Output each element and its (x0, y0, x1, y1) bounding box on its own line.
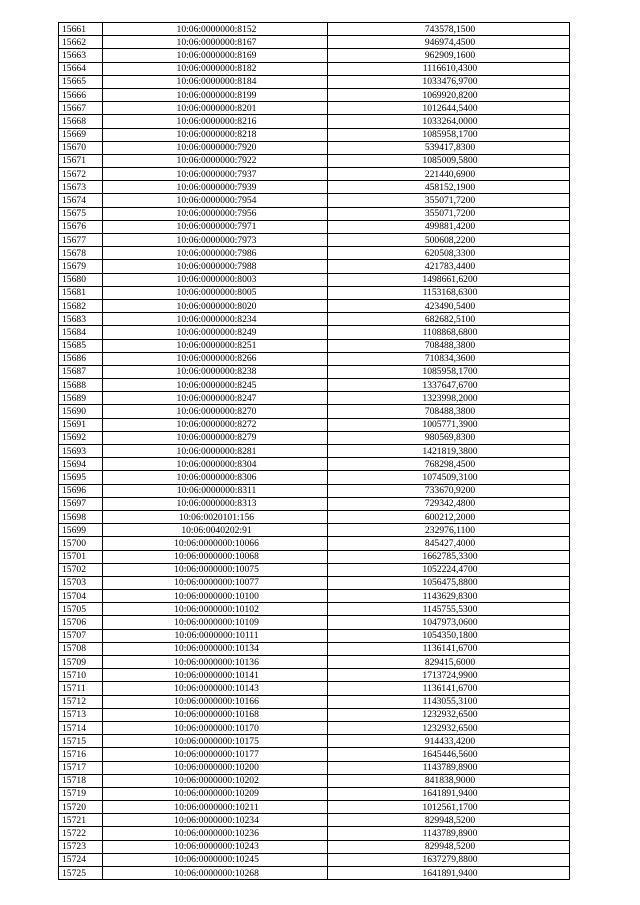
table-row (59, 194, 570, 207)
cadastral-number-cell: 10:06:0000000:8005 (103, 286, 328, 299)
cadastral-number-cell: 10:06:0000000:10202 (103, 774, 328, 787)
cadastral-number-cell: 10:06:0000000:8216 (103, 115, 328, 128)
table-row (59, 75, 570, 88)
table-row (59, 801, 570, 814)
value-cell: 1033476,9700 (328, 75, 570, 88)
table-row (59, 260, 570, 273)
value-cell: 1143789,8900 (328, 827, 570, 840)
row-number-cell: 15668 (59, 115, 103, 128)
row-number-cell: 15673 (59, 181, 103, 194)
cadastral-number-cell: 10:06:0000000:8313 (103, 497, 328, 510)
table-row (59, 49, 570, 62)
table-row (59, 616, 570, 629)
cadastral-number-cell: 10:06:0000000:7986 (103, 247, 328, 260)
row-number-cell: 15707 (59, 629, 103, 642)
table-row (59, 695, 570, 708)
value-cell: 1645446,5600 (328, 748, 570, 761)
value-cell: 1012644,5400 (328, 102, 570, 115)
row-number-cell: 15698 (59, 510, 103, 523)
row-number-cell: 15697 (59, 497, 103, 510)
table-row (59, 748, 570, 761)
table-row (59, 154, 570, 167)
value-cell: 1337647,6700 (328, 379, 570, 392)
row-number-cell: 15708 (59, 642, 103, 655)
cadastral-number-cell: 10:06:0000000:8169 (103, 49, 328, 62)
cadastral-number-cell: 10:06:0000000:10111 (103, 629, 328, 642)
row-number-cell: 15674 (59, 194, 103, 207)
row-number-cell: 15725 (59, 867, 103, 880)
table-row (59, 471, 570, 484)
value-cell: 1136141,6700 (328, 642, 570, 655)
table-row (59, 787, 570, 800)
table-row (59, 379, 570, 392)
table-row (59, 36, 570, 49)
cadastral-number-cell: 10:06:0000000:8199 (103, 88, 328, 101)
table-row (59, 563, 570, 576)
value-cell: 423490,5400 (328, 299, 570, 312)
table-row (59, 629, 570, 642)
table-row (59, 642, 570, 655)
row-number-cell: 15664 (59, 62, 103, 75)
value-cell: 1662785,3300 (328, 550, 570, 563)
table-row (59, 458, 570, 471)
value-cell: 1074509,3100 (328, 471, 570, 484)
table-row (59, 656, 570, 669)
cadastral-number-cell: 10:06:0000000:8182 (103, 62, 328, 75)
cadastral-number-cell: 10:06:0000000:8234 (103, 313, 328, 326)
cadastral-number-cell: 10:06:0000000:8247 (103, 392, 328, 405)
cadastral-number-cell: 10:06:0000000:7954 (103, 194, 328, 207)
cadastral-number-cell: 10:06:0000000:10100 (103, 590, 328, 603)
table-row (59, 88, 570, 101)
cadastral-number-cell: 10:06:0000000:10170 (103, 721, 328, 734)
cadastral-number-cell: 10:06:0000000:7971 (103, 220, 328, 233)
value-cell: 1232932,6500 (328, 708, 570, 721)
table-row (59, 313, 570, 326)
row-number-cell: 15693 (59, 445, 103, 458)
row-number-cell: 15704 (59, 590, 103, 603)
cadastral-number-cell: 10:06:0000000:10177 (103, 748, 328, 761)
value-cell: 1145755,5300 (328, 603, 570, 616)
cadastral-number-cell: 10:06:0000000:10234 (103, 814, 328, 827)
value-cell: 946974,4500 (328, 36, 570, 49)
row-number-cell: 15716 (59, 748, 103, 761)
value-cell: 1153168,6300 (328, 286, 570, 299)
cadastral-number-cell: 10:06:0000000:8311 (103, 484, 328, 497)
cadastral-number-cell: 10:06:0000000:10075 (103, 563, 328, 576)
cadastral-number-cell: 10:06:0000000:10136 (103, 656, 328, 669)
table-row (59, 168, 570, 181)
value-cell: 1116610,4300 (328, 62, 570, 75)
value-cell: 1005771,3900 (328, 418, 570, 431)
value-cell: 1232932,6500 (328, 721, 570, 734)
row-number-cell: 15712 (59, 695, 103, 708)
row-number-cell: 15684 (59, 326, 103, 339)
cadastral-number-cell: 10:06:0000000:8306 (103, 471, 328, 484)
row-number-cell: 15687 (59, 365, 103, 378)
table-row (59, 299, 570, 312)
row-number-cell: 15683 (59, 313, 103, 326)
row-number-cell: 15706 (59, 616, 103, 629)
row-number-cell: 15691 (59, 418, 103, 431)
row-number-cell: 15667 (59, 102, 103, 115)
cadastral-number-cell: 10:06:0000000:10077 (103, 576, 328, 589)
value-cell: 421783,4400 (328, 260, 570, 273)
row-number-cell: 15723 (59, 840, 103, 853)
row-number-cell: 15688 (59, 379, 103, 392)
cadastral-number-cell: 10:06:0000000:10243 (103, 840, 328, 853)
value-cell: 600212,2000 (328, 510, 570, 523)
row-number-cell: 15675 (59, 207, 103, 220)
row-number-cell: 15701 (59, 550, 103, 563)
row-number-cell: 15714 (59, 721, 103, 734)
cadastral-number-cell: 10:06:0000000:10268 (103, 867, 328, 880)
table-row (59, 510, 570, 523)
table-row (59, 392, 570, 405)
value-cell: 1143055,3100 (328, 695, 570, 708)
cadastral-number-cell: 10:06:0000000:10143 (103, 682, 328, 695)
value-cell: 708488,3800 (328, 405, 570, 418)
value-cell: 1085958,1700 (328, 128, 570, 141)
row-number-cell: 15676 (59, 220, 103, 233)
value-cell: 1637279,8800 (328, 853, 570, 866)
row-number-cell: 15680 (59, 273, 103, 286)
row-number-cell: 15705 (59, 603, 103, 616)
table-row (59, 326, 570, 339)
value-cell: 1143789,8900 (328, 761, 570, 774)
table-row (59, 537, 570, 550)
cadastral-number-cell: 10:06:0000000:8272 (103, 418, 328, 431)
row-number-cell: 15699 (59, 524, 103, 537)
row-number-cell: 15678 (59, 247, 103, 260)
value-cell: 499881,4200 (328, 220, 570, 233)
table-row (59, 590, 570, 603)
cadastral-number-cell: 10:06:0000000:10109 (103, 616, 328, 629)
row-number-cell: 15662 (59, 36, 103, 49)
value-cell: 682682,5100 (328, 313, 570, 326)
table-body (59, 23, 570, 880)
value-cell: 710834,3600 (328, 352, 570, 365)
cadastral-number-cell: 10:06:0000000:7922 (103, 154, 328, 167)
cadastral-number-cell: 10:06:0000000:8167 (103, 36, 328, 49)
value-cell: 845427,4000 (328, 537, 570, 550)
value-cell: 829948,5200 (328, 840, 570, 853)
cadastral-number-cell: 10:06:0000000:8184 (103, 75, 328, 88)
value-cell: 1108868,6800 (328, 326, 570, 339)
cadastral-number-cell: 10:06:0000000:10134 (103, 642, 328, 655)
value-cell: 708488,3800 (328, 339, 570, 352)
row-number-cell: 15696 (59, 484, 103, 497)
table-row (59, 735, 570, 748)
table-row (59, 23, 570, 36)
row-number-cell: 15695 (59, 471, 103, 484)
value-cell: 914433,4200 (328, 735, 570, 748)
cadastral-number-cell: 10:06:0020101:156 (103, 510, 328, 523)
cadastral-number-cell: 10:06:0000000:10141 (103, 669, 328, 682)
table-row (59, 550, 570, 563)
cadastral-number-cell: 10:06:0000000:10209 (103, 787, 328, 800)
cadastral-number-cell: 10:06:0000000:8279 (103, 431, 328, 444)
row-number-cell: 15669 (59, 128, 103, 141)
table-row (59, 102, 570, 115)
table-row (59, 867, 570, 880)
value-cell: 841838,9000 (328, 774, 570, 787)
table-row (59, 234, 570, 247)
table-row (59, 418, 570, 431)
cadastral-number-cell: 10:06:0000000:8251 (103, 339, 328, 352)
row-number-cell: 15690 (59, 405, 103, 418)
table-row (59, 286, 570, 299)
value-cell: 980569,8300 (328, 431, 570, 444)
row-number-cell: 15718 (59, 774, 103, 787)
row-number-cell: 15692 (59, 431, 103, 444)
cadastral-number-cell: 10:06:0000000:8201 (103, 102, 328, 115)
table-row (59, 827, 570, 840)
row-number-cell: 15686 (59, 352, 103, 365)
value-cell: 1421819,3800 (328, 445, 570, 458)
table-row (59, 220, 570, 233)
row-number-cell: 15682 (59, 299, 103, 312)
cadastral-number-cell: 10:06:0000000:8238 (103, 365, 328, 378)
row-number-cell: 15710 (59, 669, 103, 682)
row-number-cell: 15670 (59, 141, 103, 154)
cadastral-number-cell: 10:06:0000000:10166 (103, 695, 328, 708)
table-row (59, 497, 570, 510)
value-cell: 500608,2200 (328, 234, 570, 247)
table-row (59, 840, 570, 853)
table-row (59, 339, 570, 352)
value-cell: 1713724,9900 (328, 669, 570, 682)
row-number-cell: 15661 (59, 23, 103, 36)
value-cell: 539417,8300 (328, 141, 570, 154)
row-number-cell: 15663 (59, 49, 103, 62)
table-row (59, 181, 570, 194)
table-row (59, 669, 570, 682)
cadastral-number-cell: 10:06:0000000:7956 (103, 207, 328, 220)
cadastral-number-cell: 10:06:0000000:10211 (103, 801, 328, 814)
cadastral-number-cell: 10:06:0000000:10102 (103, 603, 328, 616)
table-row (59, 273, 570, 286)
cadastral-number-cell: 10:06:0000000:10175 (103, 735, 328, 748)
row-number-cell: 15717 (59, 761, 103, 774)
cadastral-number-cell: 10:06:0000000:10245 (103, 853, 328, 866)
row-number-cell: 15685 (59, 339, 103, 352)
value-cell: 232976,1100 (328, 524, 570, 537)
row-number-cell: 15666 (59, 88, 103, 101)
row-number-cell: 15681 (59, 286, 103, 299)
table-row (59, 484, 570, 497)
value-cell: 1047973,0600 (328, 616, 570, 629)
value-cell: 1033264,0000 (328, 115, 570, 128)
cadastral-number-cell: 10:06:0000000:10236 (103, 827, 328, 840)
value-cell: 1323998,2000 (328, 392, 570, 405)
table-row (59, 761, 570, 774)
table-row (59, 405, 570, 418)
row-number-cell: 15689 (59, 392, 103, 405)
row-number-cell: 15721 (59, 814, 103, 827)
table-row (59, 128, 570, 141)
row-number-cell: 15711 (59, 682, 103, 695)
value-cell: 768298,4500 (328, 458, 570, 471)
table-row (59, 814, 570, 827)
value-cell: 1069920,8200 (328, 88, 570, 101)
row-number-cell: 15724 (59, 853, 103, 866)
cadastral-number-cell: 10:06:0000000:7973 (103, 234, 328, 247)
cadastral-number-cell: 10:06:0000000:7920 (103, 141, 328, 154)
table-row (59, 115, 570, 128)
value-cell: 1641891,9400 (328, 867, 570, 880)
value-cell: 1056475,8800 (328, 576, 570, 589)
value-cell: 962909,1600 (328, 49, 570, 62)
row-number-cell: 15722 (59, 827, 103, 840)
value-cell: 1052224,4700 (328, 563, 570, 576)
value-cell: 733670,9200 (328, 484, 570, 497)
value-cell: 1085009,5800 (328, 154, 570, 167)
cadastral-number-cell: 10:06:0000000:10066 (103, 537, 328, 550)
table-row (59, 431, 570, 444)
value-cell: 1498661,6200 (328, 273, 570, 286)
table-row (59, 207, 570, 220)
cadastral-number-cell: 10:06:0000000:8020 (103, 299, 328, 312)
table-row (59, 352, 570, 365)
table-row (59, 721, 570, 734)
value-cell: 1143629,8300 (328, 590, 570, 603)
value-cell: 1136141,6700 (328, 682, 570, 695)
cadastral-number-cell: 10:06:0000000:8304 (103, 458, 328, 471)
value-cell: 1012561,1700 (328, 801, 570, 814)
value-cell: 1641891,9400 (328, 787, 570, 800)
table-row (59, 445, 570, 458)
row-number-cell: 15665 (59, 75, 103, 88)
row-number-cell: 15720 (59, 801, 103, 814)
cadastral-number-cell: 10:06:0000000:7988 (103, 260, 328, 273)
table-row (59, 62, 570, 75)
value-cell: 1085958,1700 (328, 365, 570, 378)
row-number-cell: 15719 (59, 787, 103, 800)
cadastral-number-cell: 10:06:0000000:8152 (103, 23, 328, 36)
value-cell: 620508,3300 (328, 247, 570, 260)
cadastral-number-cell: 10:06:0040202:91 (103, 524, 328, 537)
table-row (59, 853, 570, 866)
cadastral-number-cell: 10:06:0000000:7937 (103, 168, 328, 181)
cadastral-number-cell: 10:06:0000000:8218 (103, 128, 328, 141)
cadastral-number-cell: 10:06:0000000:8249 (103, 326, 328, 339)
value-cell: 221440,6900 (328, 168, 570, 181)
table-row (59, 524, 570, 537)
cadastral-number-cell: 10:06:0000000:10068 (103, 550, 328, 563)
table-row (59, 708, 570, 721)
value-cell: 729342,4800 (328, 497, 570, 510)
value-cell: 355071,7200 (328, 207, 570, 220)
cadastral-number-cell: 10:06:0000000:10168 (103, 708, 328, 721)
row-number-cell: 15713 (59, 708, 103, 721)
cadastral-number-cell: 10:06:0000000:8270 (103, 405, 328, 418)
value-cell: 829415,6000 (328, 656, 570, 669)
value-cell: 829948,5200 (328, 814, 570, 827)
cadastral-number-cell: 10:06:0000000:7939 (103, 181, 328, 194)
table-row (59, 682, 570, 695)
cadastral-number-cell: 10:06:0000000:8266 (103, 352, 328, 365)
table-row (59, 247, 570, 260)
row-number-cell: 15703 (59, 576, 103, 589)
value-cell: 355071,7200 (328, 194, 570, 207)
cadastral-number-cell: 10:06:0000000:8003 (103, 273, 328, 286)
table-row (59, 141, 570, 154)
cadastral-number-cell: 10:06:0000000:8281 (103, 445, 328, 458)
row-number-cell: 15679 (59, 260, 103, 273)
row-number-cell: 15715 (59, 735, 103, 748)
data-table (58, 22, 570, 880)
row-number-cell: 15671 (59, 154, 103, 167)
row-number-cell: 15677 (59, 234, 103, 247)
row-number-cell: 15700 (59, 537, 103, 550)
value-cell: 458152,1900 (328, 181, 570, 194)
row-number-cell: 15694 (59, 458, 103, 471)
table-row (59, 774, 570, 787)
row-number-cell: 15672 (59, 168, 103, 181)
table-row (59, 576, 570, 589)
cadastral-number-cell: 10:06:0000000:10200 (103, 761, 328, 774)
value-cell: 743578,1500 (328, 23, 570, 36)
table-row (59, 365, 570, 378)
table-row (59, 603, 570, 616)
row-number-cell: 15709 (59, 656, 103, 669)
row-number-cell: 15702 (59, 563, 103, 576)
cadastral-number-cell: 10:06:0000000:8245 (103, 379, 328, 392)
value-cell: 1054350,1800 (328, 629, 570, 642)
